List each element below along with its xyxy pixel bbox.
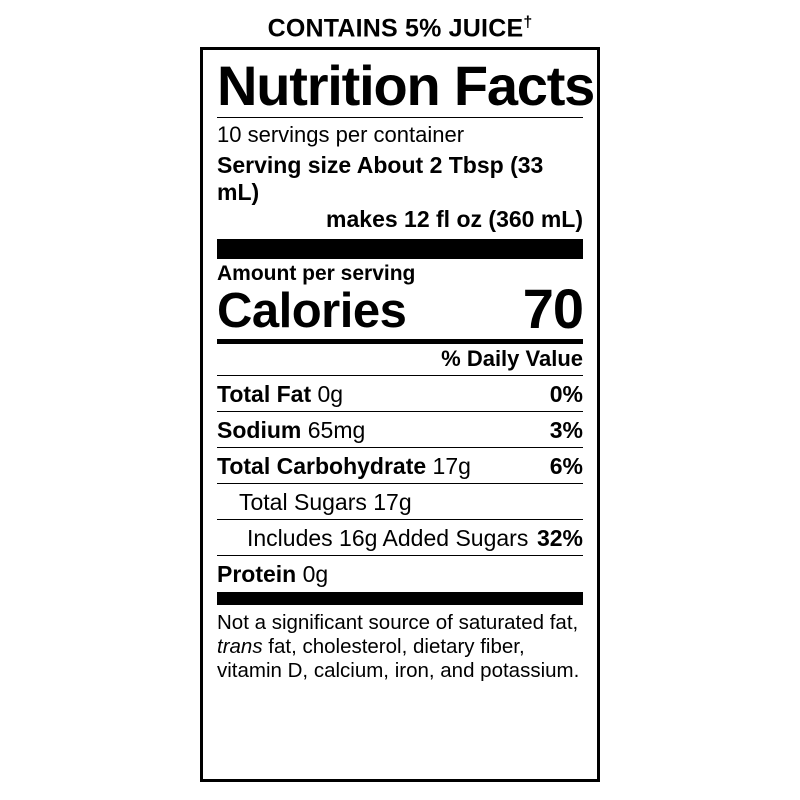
divider-row-4 [217,519,583,520]
nutrient-label: Includes 16g Added Sugars [247,524,529,551]
nutrient-name-added-sugars [247,524,528,552]
contains-juice-header [0,14,800,43]
nutrition-facts-panel [200,47,600,782]
nutrient-row-total-carbohydrate [217,450,583,481]
divider-title [217,117,583,118]
nutrient-dv-added-sugars: 32% [536,524,583,551]
divider-row-2 [217,447,583,448]
divider-thick-bottom [217,592,583,605]
nutrient-amount: 0g [317,380,344,407]
contains-juice-text: CONTAINS 5% JUICE [267,14,524,43]
serving-size-line2: makes 12 fl oz (360 mL) [326,206,583,233]
nutrition-facts-title: Nutrition Facts [217,54,595,117]
nutrient-label: Total Carbohydrate [217,452,427,479]
dagger-symbol: † [523,14,533,31]
calories-label: Calories [217,283,407,338]
nutrient-amount: 0g [302,560,329,587]
nutrient-label: Protein [217,560,297,587]
servings-per-container: 10 servings per container [217,122,465,148]
divider-row-1 [217,411,583,412]
nutrient-row-total-fat [217,378,583,409]
footnote-trans-italic: trans [217,635,263,659]
nutrient-name-total-fat [217,380,343,408]
calories-row [217,277,583,341]
footnote-line-2 [217,635,583,659]
amount-per-serving-label: Amount per serving [217,262,416,286]
serving-size [217,152,583,233]
nutrient-label: Total Fat [217,380,312,407]
divider-row-5 [217,555,583,556]
divider-under-dv-header [217,375,583,376]
nutrient-name-total-sugars [239,488,412,516]
divider-under-calories [217,339,583,344]
serving-size-line1: Serving size About 2 Tbsp (33 mL) [217,151,544,205]
nutrient-label: Total Sugars [239,488,367,515]
divider-row-3 [217,483,583,484]
daily-value-header: % Daily Value [441,346,583,372]
nutrient-row-total-sugars [217,486,583,517]
footnote-line-2-rest: fat, cholesterol, dietary fiber, [262,635,525,659]
nutrient-dv-total-carbohydrate: 6% [549,452,583,479]
nutrient-amount: 17g [432,452,471,479]
footnote-line-1: Not a significant source of saturated fat, [217,611,579,634]
nutrient-name-total-carbohydrate [217,452,471,480]
nutrient-row-protein [217,558,583,589]
nutrient-row-added-sugars [217,522,583,553]
nutrient-name-protein [217,560,328,588]
calories-value: 70 [522,277,583,341]
divider-thick-top [217,239,583,259]
nutrient-label: Sodium [217,416,302,443]
nutrient-row-sodium [217,414,583,445]
nutrient-dv-sodium: 3% [549,416,583,443]
nutrient-amount: 65mg [307,416,366,443]
footnote-line-3: vitamin D, calcium, iron, and potassium. [217,659,580,683]
footnote-text [217,611,583,684]
nutrient-dv-total-fat: 0% [549,380,583,407]
nutrient-amount: 17g [373,488,412,515]
nutrient-name-sodium [217,416,365,444]
